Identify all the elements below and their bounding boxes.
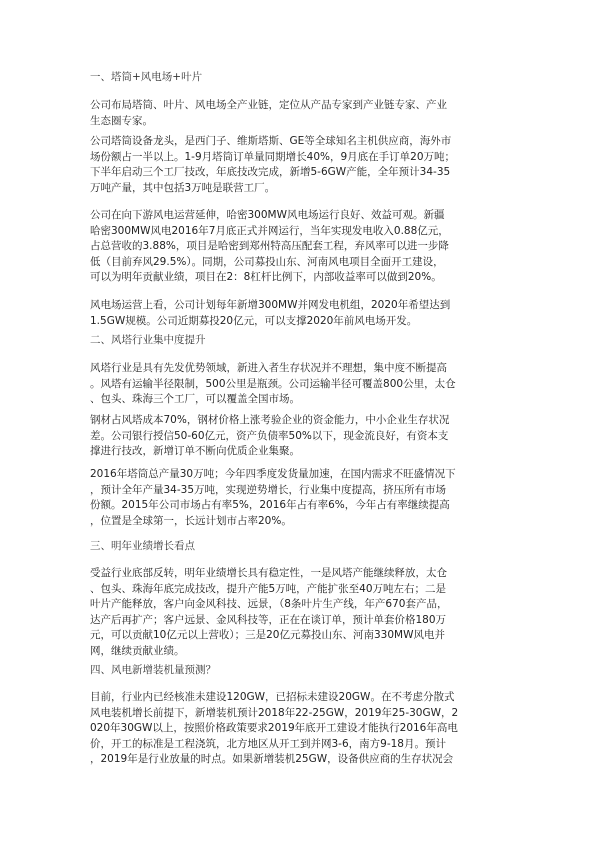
section-2-paragraph-1: 风塔行业是具有先发优势领域，新进入者生存状况并不理想，集中度不断提高 。风塔有运输半径限制，500公里是瓶颈。公司运输半径可覆盖800公里，太仓 、包头、珠海三个工厂，可以覆盖全国市场。 [90, 362, 456, 406]
section-3-paragraph-1: 受益行业底部反转，明年业绩增长具有稳定性，一是风塔产能继续释放，太仓 、包头、珠海年底完成技改，提升产能5万吨，产能扩张至40万吨左右；二是 叶片产能释放，客户向金风科技、远景，（8条叶片生产线，年产670套产品， 达产后再扩产；客户远景、金风科技等，正在在谈订单，预计单套价格180万 元，可以贡献10亿元以上营收）；三是20亿元募投山东、河南330MW风电并 网，继续贡献业绩。 [90, 567, 448, 657]
section-4-heading: 四、风电新增装机量预测？ [90, 664, 216, 676]
section-1-heading: 一、塔筒+风电场+叶片 [90, 71, 203, 83]
section-4-paragraph-1: 目前，行业内已经核准未建设120GW，已招标未建设20GW。在不考虑分散式 风电装机增长前提下，新增装机预计2018年22-25GW，2019年25-30GW，2 020年30GW以上，按照价格政策要求2019年底开工建设才能执行2016年高电 价，开工的标准是工程浇筑，北方地区从开工到并网3-6，南方9-18月。预计 ，2019年是行业放量的时点。如果新增装机25GW，设备供应商的生存状况会 [90, 691, 459, 766]
section-3-heading: 三、明年业绩增长看点 [90, 540, 195, 552]
section-1-paragraph-3: 公司在向下游风电运营延伸，哈密300MW风电场运行良好、效益可观。新疆 哈密300MW风电2016年7月底正式并网运行，当年实现发电收入0.88亿元， 占总营收的3.88%，项目是哈密到郑州特高压配套工程，弃风率可以进一步降 低（目前弃风29.5%）。同期，公司募投山东、河南风电项目全面开工建设， 可以为明年贡献业绩，项目在2：8杠杆比例下，内部收益率可以做到20%。 [90, 209, 449, 284]
section-1-paragraph-1: 公司布局塔筒、叶片、风电场全产业链，定位从产品专家到产业链专家、产业 生态圈专家。 [90, 99, 447, 127]
section-2-paragraph-3: 2016年塔筒总产量30万吨；今年四季度发货量加速，在国内需求不旺盛情况下 ，预计全年产量34-35万吨，实现逆势增长，行业集中度提高，挤压所有市场 份额。2015年公司市场占有率5%，2016年占有率6%，今年占有率继续提高 ，位置是全球第一，长远计划市占率20%。 [90, 468, 456, 527]
section-2-paragraph-2: 钢材占风塔成本70%，钢材价格上涨考验企业的资金能力，中小企业生存状况 差。公司银行授信50-60亿元，资产负债率50%以下，现金流良好，有资本支 撑进行技改，新增订单不断向优质企业集聚。 [90, 414, 450, 458]
section-1-paragraph-2: 公司塔筒设备龙头，是西门子、维斯塔斯、GE等全球知名主机供应商，海外市 场份额占一半以上。1-9月塔筒订单量同期增长40%，9月底在手订单20万吨； 下半年启动三个工厂技改，年底技改完成，新增5-6GW产能，全年预计34-35 万吨产量，其中包括3万吨是联营工厂。 [90, 135, 456, 194]
section-2-heading: 二、风塔行业集中度提升 [90, 334, 206, 346]
section-1-paragraph-4: 风电场运营上看，公司计划每年新增300MW并网发电机组，2020年希望达到 1.5GW规模。公司近期募投20亿元，可以支撑2020年前风电场开发。 [90, 299, 451, 327]
